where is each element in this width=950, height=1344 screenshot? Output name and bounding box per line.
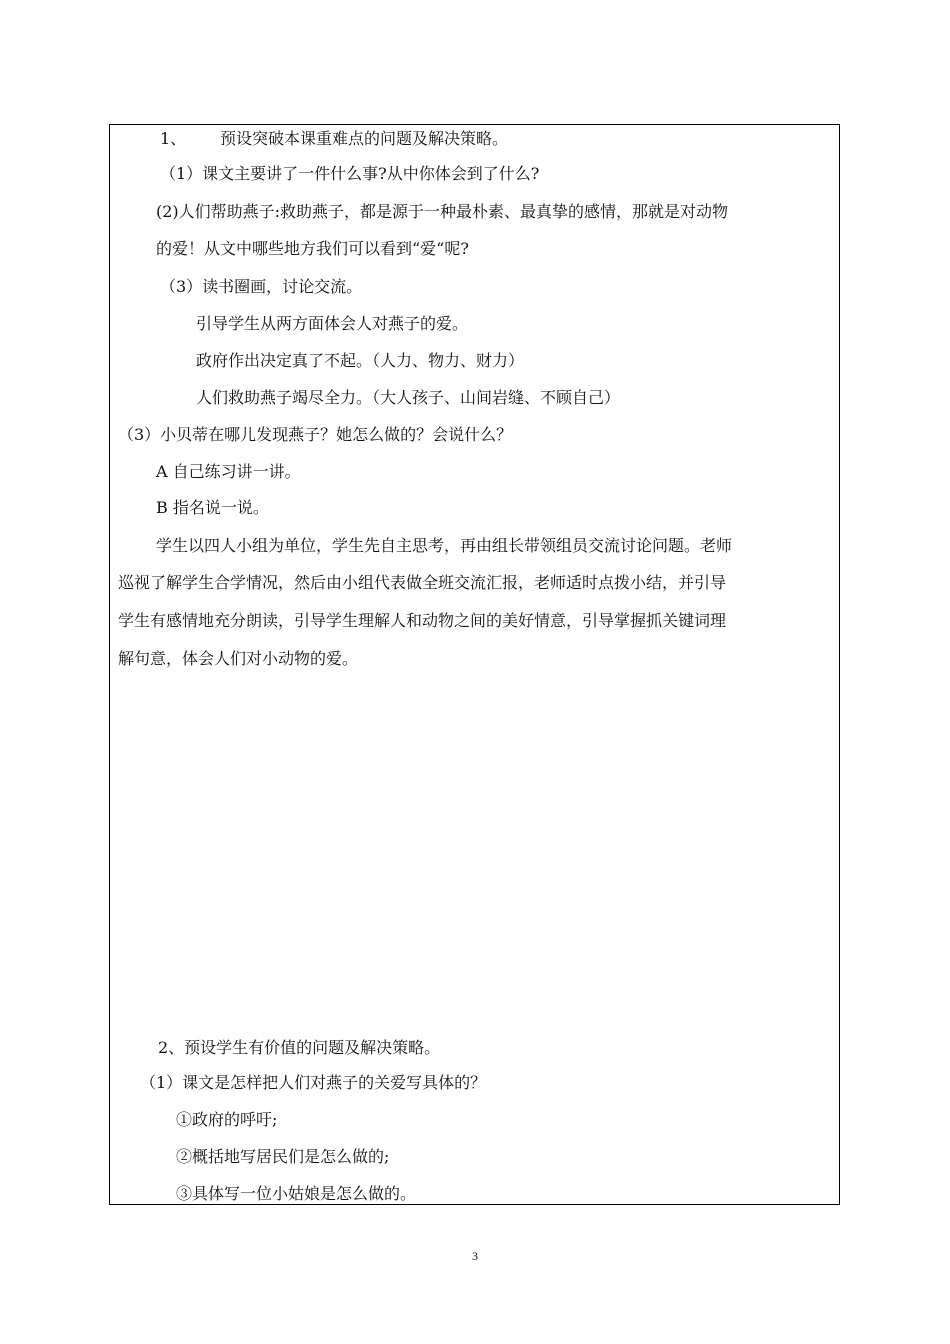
section1-paragraph-line1: 学生以四人小组为单位，学生先自主思考，再由组长带领组员交流讨论问题。老师 — [156, 536, 733, 555]
section2-item-1: ①政府的呼吁; — [176, 1110, 278, 1129]
section2-item-3: ③具体写一位小姑娘是怎么做的。 — [176, 1184, 417, 1203]
section1-heading: 预设突破本课重难点的问题及解决策略。 — [220, 129, 509, 148]
section2-item-2: ②概括地写居民们是怎么做的; — [176, 1147, 390, 1166]
section1-step-b: B 指名说一说。 — [156, 498, 269, 517]
section1-step-a: A 自己练习讲一讲。 — [156, 462, 301, 481]
section1-paragraph-line3: 学生有感情地充分朗读，引导学生理解人和动物之间的美好情意，引导掌握抓关键词理 — [118, 611, 727, 630]
section1-question-2-line1: (2)人们帮助燕子:救助燕子，都是源于一种最朴素、最真挚的感情，那就是对动物 — [156, 202, 729, 221]
section1-point-2: 人们救助燕子竭尽全力。（大人孩子、山间岩缝、不顾自己） — [196, 388, 621, 407]
page-number: 3 — [472, 1249, 478, 1263]
section2-question-1: （1）课文是怎样把人们对燕子的关爱写具体的？ — [140, 1073, 487, 1092]
section1-question-4: （3）小贝蒂在哪儿发现燕子？她怎么做的？会说什么？ — [118, 425, 513, 444]
section1-question-2-line2: 的爱！从文中哪些地方我们可以看到“爱“呢? — [156, 239, 469, 258]
section2-heading: 2、预设学生有价值的问题及解决策略。 — [158, 1038, 441, 1057]
section1-guide: 引导学生从两方面体会人对燕子的爱。 — [196, 314, 469, 333]
section1-question-1: （1）课文主要讲了一件什么事?从中你体会到了什么? — [160, 164, 540, 183]
section1-question-3: （3）读书圈画，讨论交流。 — [160, 277, 363, 296]
section1-paragraph-line2: 巡视了解学生合学情况，然后由小组代表做全班交流汇报，老师适时点拨小结，并引导 — [118, 573, 727, 592]
section1-paragraph-line4: 解句意，体会人们对小动物的爱。 — [118, 649, 359, 668]
section1-point-1: 政府作出决定真了不起。（人力、物力、财力） — [196, 351, 525, 370]
section1-heading-number: 1、 — [160, 129, 187, 148]
